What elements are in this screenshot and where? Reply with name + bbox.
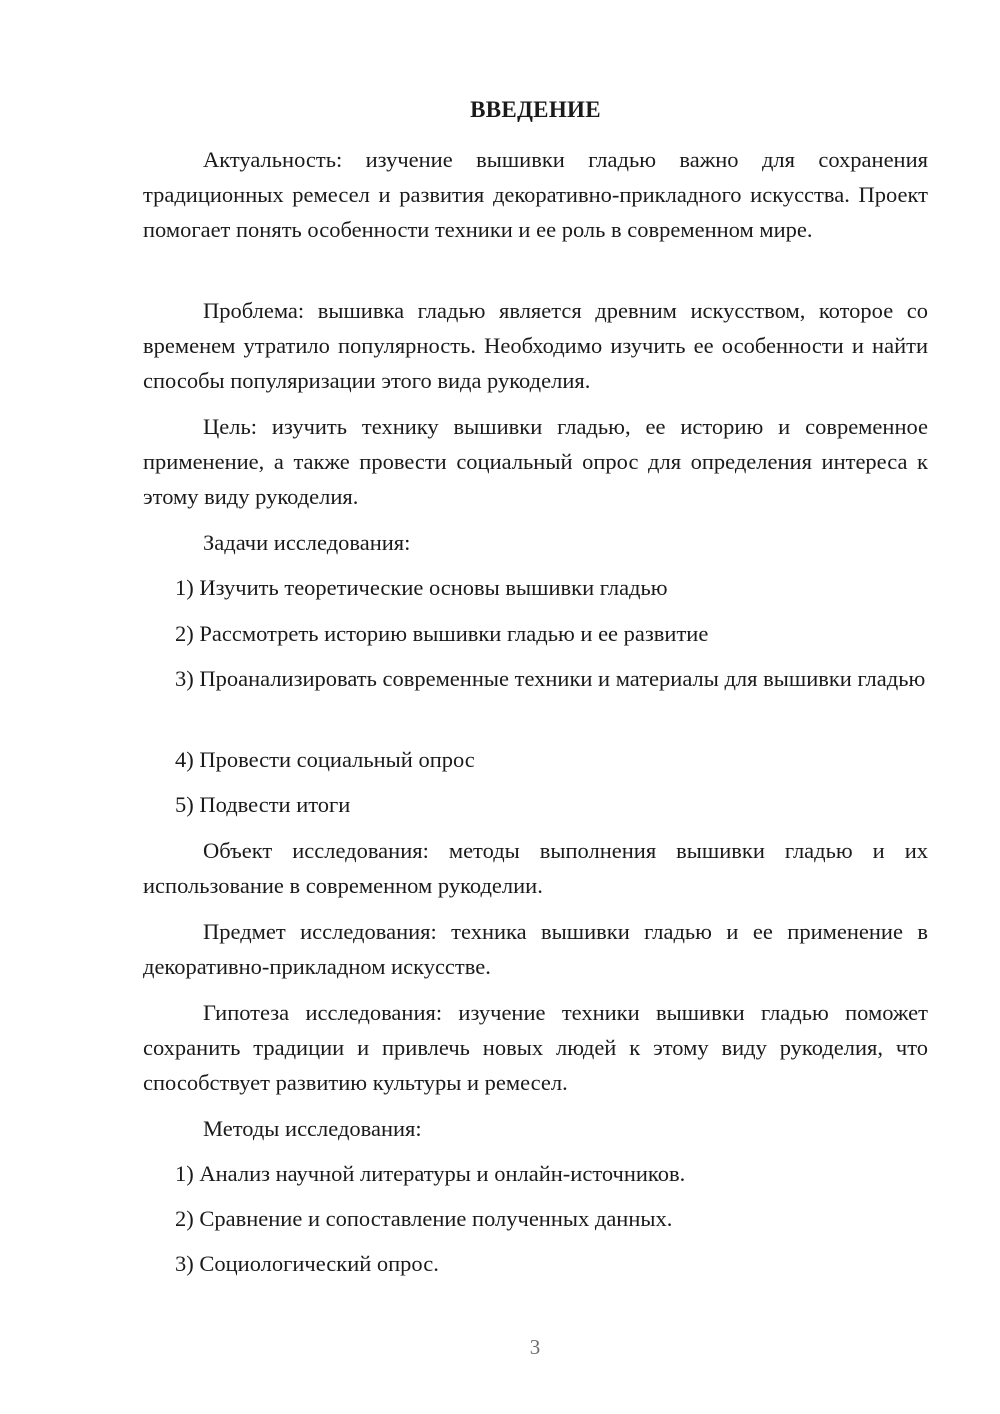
paragraph-subject: Предмет исследования: техника вышивки гладью и ее применение в декоративно-прикладном искусстве. [143, 919, 928, 979]
tasks-heading: Задачи исследования: [203, 530, 411, 555]
task-item-2: 2) Рассмотреть историю вышивки гладью и ее развитие [175, 621, 709, 646]
method-item-1: 1) Анализ научной литературы и онлайн-источников. [175, 1161, 686, 1186]
paragraph-object: Объект исследования: методы выполнения вышивки гладью и их использование в современном рукоделии. [143, 838, 928, 898]
section-title: ВВЕДЕНИЕ [470, 97, 601, 122]
method-item-3: 3) Социологический опрос. [175, 1251, 439, 1276]
page-number: 3 [529, 1335, 541, 1359]
task-item-1: 1) Изучить теоретические основы вышивки гладью [175, 575, 668, 600]
paragraph-goal: Цель: изучить технику вышивки гладью, ее историю и современное применение, а также провести социальный опрос для определения интереса к этому виду рукоделия. [143, 414, 928, 509]
paragraph-relevance: Актуальность: изучение вышивки гладью важно для сохранения традиционных ремесел и развития декоративно-прикладного искусства. Проект помогает понять особенности техники и ее роль в современном мире. [143, 147, 928, 242]
paragraph-problem: Проблема: вышивка гладью является древним искусством, которое со временем утратило популярность. Необходимо изучить ее особенности и найти способы популяризации этого вида рукоделия. [143, 298, 928, 393]
task-item-4: 4) Провести социальный опрос [175, 747, 475, 772]
methods-heading: Методы исследования: [203, 1116, 422, 1141]
paragraph-hypothesis: Гипотеза исследования: изучение техники вышивки гладью поможет сохранить традиции и привлечь новых людей к этому виду рукоделия, что способствует развитию культуры и ремесел. [143, 1000, 928, 1095]
task-item-3: 3) Проанализировать современные техники и материалы для вышивки гладью [175, 666, 926, 691]
task-item-5: 5) Подвести итоги [175, 792, 351, 817]
method-item-2: 2) Сравнение и сопоставление полученных данных. [175, 1206, 673, 1231]
